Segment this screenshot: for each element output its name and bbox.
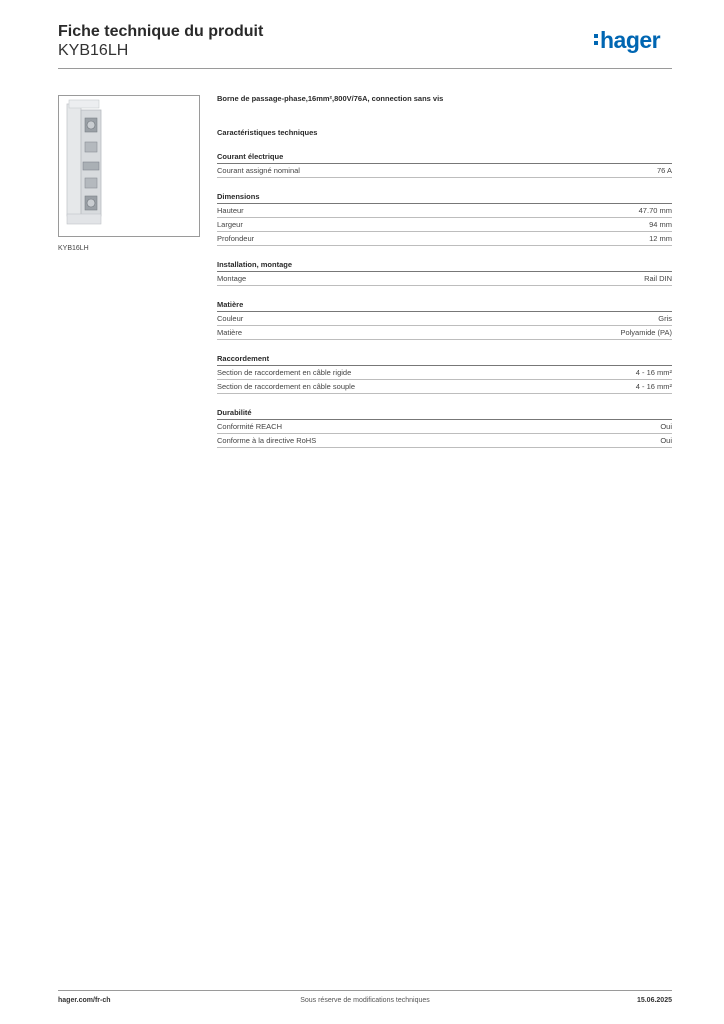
spec-row bbox=[217, 232, 672, 246]
footer-website-link[interactable]: hager.com/fr-ch bbox=[58, 997, 111, 1004]
footer-disclaimer: Sous réserve de modifications techniques bbox=[300, 997, 430, 1004]
spec-row bbox=[217, 380, 672, 394]
spec-group-title: Matière bbox=[217, 300, 672, 312]
spec-group-connection bbox=[217, 354, 672, 394]
spec-group-dimensions bbox=[217, 192, 672, 246]
spec-group-installation bbox=[217, 260, 672, 286]
spec-label: Profondeur bbox=[217, 234, 255, 243]
spec-group-title: Courant électrique bbox=[217, 152, 672, 164]
spec-value: Polyamide (PA) bbox=[620, 328, 672, 337]
spec-value: 12 mm bbox=[649, 234, 672, 243]
logo-colon-icon bbox=[594, 34, 598, 48]
spec-label: Hauteur bbox=[217, 206, 244, 215]
spec-value: 76 A bbox=[656, 166, 672, 175]
specs-heading: Caractéristiques techniques bbox=[217, 128, 318, 137]
spec-label: Courant assigné nominal bbox=[217, 166, 300, 175]
spec-group-title: Raccordement bbox=[217, 354, 672, 366]
spec-row bbox=[217, 434, 672, 448]
spec-row bbox=[217, 326, 672, 340]
document-header bbox=[58, 22, 263, 60]
spec-value: 4 - 16 mm² bbox=[635, 382, 672, 391]
spec-row bbox=[217, 204, 672, 218]
spec-label: Section de raccordement en câble souple bbox=[217, 382, 356, 391]
spec-value: Rail DIN bbox=[644, 274, 672, 283]
footer-date: 15.06.2025 bbox=[636, 997, 672, 1004]
spec-row bbox=[217, 312, 672, 326]
product-image-caption: KYB16LH bbox=[58, 245, 89, 252]
spec-value: 94 mm bbox=[649, 220, 672, 229]
spec-label: Montage bbox=[217, 274, 247, 283]
spec-value: 4 - 16 mm² bbox=[635, 368, 672, 377]
spec-label: Couleur bbox=[217, 314, 244, 323]
spec-row bbox=[217, 272, 672, 286]
spec-value: 47.70 mm bbox=[638, 206, 672, 215]
spec-label: Conforme à la directive RoHS bbox=[217, 436, 317, 445]
spec-group-current bbox=[217, 152, 672, 178]
spec-label: Largeur bbox=[217, 220, 243, 229]
spec-value: Gris bbox=[658, 314, 672, 323]
footer-divider bbox=[58, 990, 672, 991]
header-divider bbox=[58, 68, 672, 69]
spec-row bbox=[217, 218, 672, 232]
spec-group-durability bbox=[217, 408, 672, 448]
product-code: KYB16LH bbox=[58, 42, 129, 59]
spec-value: Oui bbox=[660, 436, 672, 445]
terminal-block-illustration bbox=[59, 96, 199, 236]
spec-group-title: Installation, montage bbox=[217, 260, 672, 272]
spec-row bbox=[217, 366, 672, 380]
spec-group-title: Dimensions bbox=[217, 192, 672, 204]
spec-row bbox=[217, 420, 672, 434]
product-description: Borne de passage-phase,16mm²,800V/76A, connection sans vis bbox=[217, 94, 444, 103]
spec-value: Oui bbox=[660, 422, 672, 431]
page-title: Fiche technique du produit bbox=[58, 23, 264, 40]
spec-group-title: Durabilité bbox=[217, 408, 672, 420]
spec-label: Matière bbox=[217, 328, 243, 337]
product-image bbox=[58, 95, 200, 237]
spec-label: Section de raccordement en câble rigide bbox=[217, 368, 352, 377]
spec-group-material bbox=[217, 300, 672, 340]
spec-label: Conformité REACH bbox=[217, 422, 283, 431]
specifications bbox=[217, 94, 672, 448]
spec-row bbox=[217, 164, 672, 178]
logo-text: hager bbox=[600, 27, 661, 53]
